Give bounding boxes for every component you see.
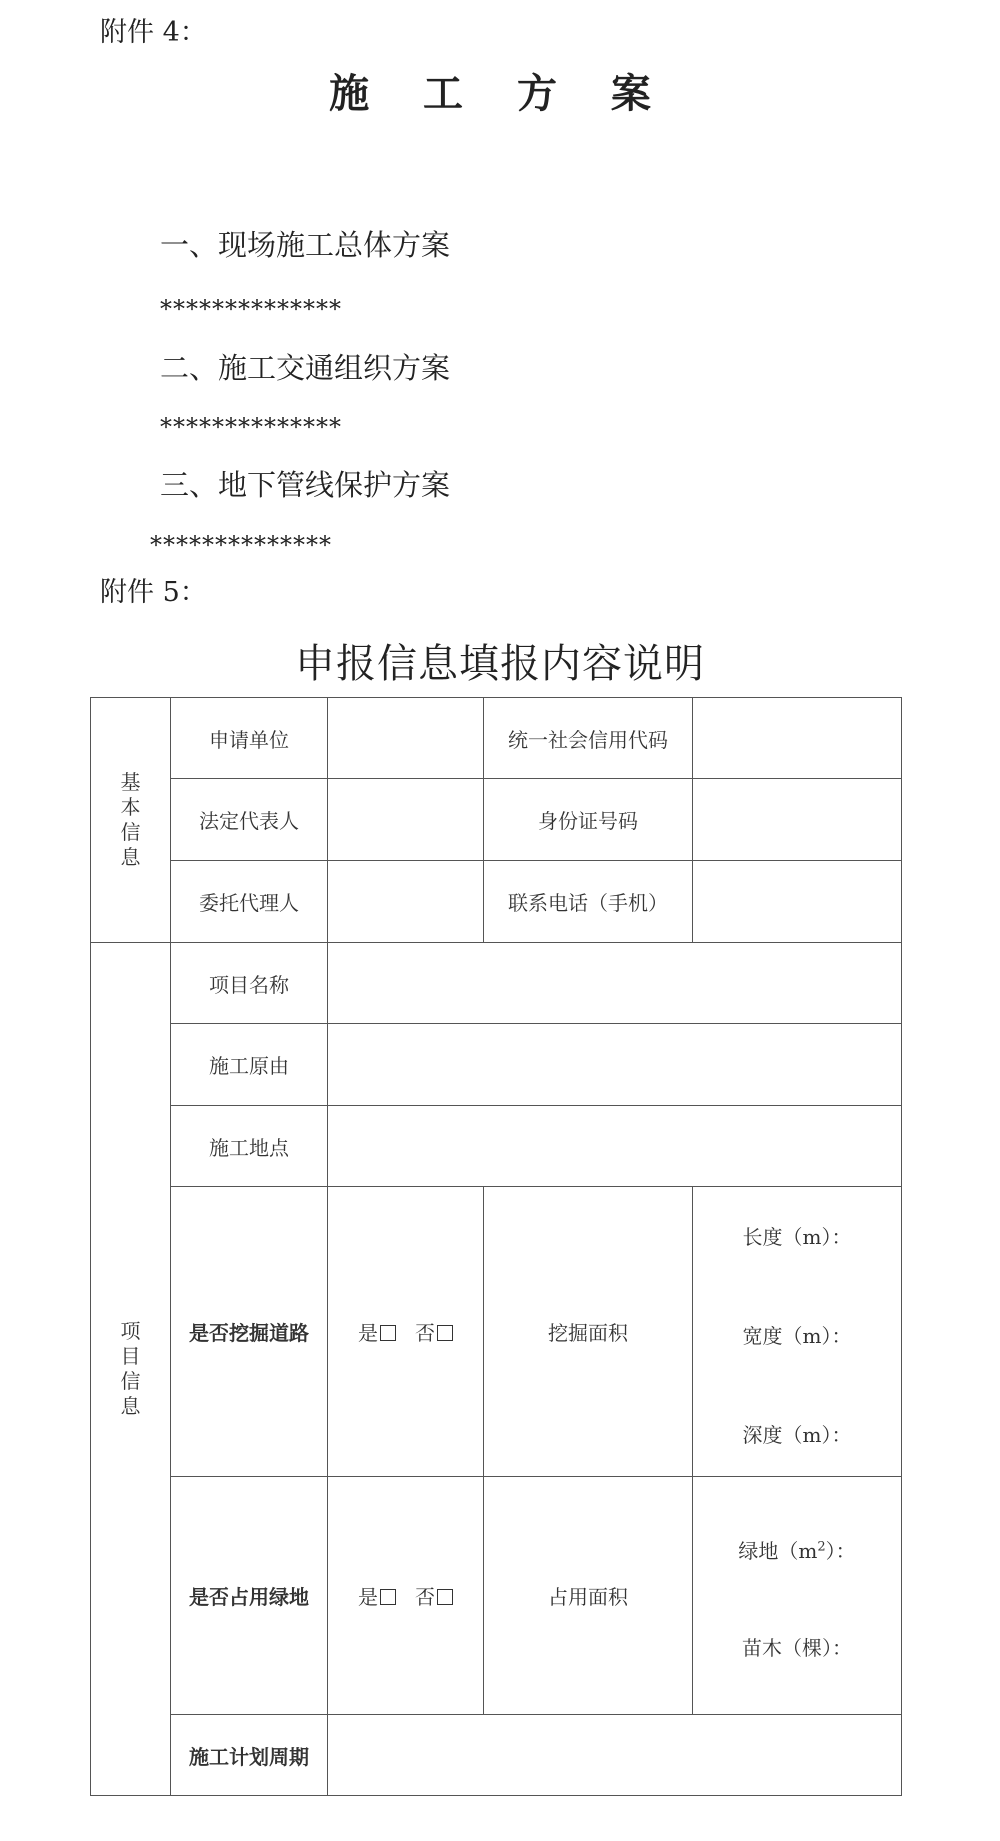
declaration-form <box>90 697 902 1796</box>
excavate-road-label: 是否挖掘道路 <box>171 1187 328 1477</box>
section-content: ************** <box>150 531 332 559</box>
excavate-yes-no <box>328 1187 484 1477</box>
green-yes-no <box>328 1477 484 1715</box>
yes-label: 是 <box>357 1321 378 1345</box>
occupy-green-label: 是否占用绿地 <box>171 1477 328 1715</box>
agent-value[interactable] <box>328 861 484 943</box>
location-label: 施工地点 <box>171 1106 328 1187</box>
credit-code-value[interactable] <box>693 698 902 779</box>
project-name-label: 项目名称 <box>171 943 328 1024</box>
width-label: 宽度（m）： <box>742 1324 852 1348</box>
section-content: ************** <box>160 295 342 323</box>
id-number-label: 身份证号码 <box>484 779 693 861</box>
no-checkbox[interactable] <box>437 1325 453 1341</box>
project-name-value[interactable] <box>328 943 902 1024</box>
applicant-value[interactable] <box>328 698 484 779</box>
attachment5-label: 附件 5： <box>100 577 207 608</box>
no-checkbox[interactable] <box>437 1589 453 1605</box>
section-heading: 三、地下管线保护方案 <box>160 468 451 502</box>
reason-value[interactable] <box>328 1024 902 1106</box>
section-content: ************** <box>160 413 342 441</box>
agent-label: 委托代理人 <box>171 861 328 943</box>
schedule-label: 施工计划周期 <box>171 1715 328 1796</box>
section-heading: 二、施工交通组织方案 <box>160 351 451 385</box>
excavate-area-label: 挖掘面积 <box>484 1187 693 1477</box>
reason-label: 施工原由 <box>171 1024 328 1106</box>
project-info-group-label: 项目信息 <box>91 943 171 1796</box>
legal-rep-value[interactable] <box>328 779 484 861</box>
legal-rep-label: 法定代表人 <box>171 779 328 861</box>
basic-info-group-label: 基本信息 <box>91 698 171 943</box>
occupy-area-label: 占用面积 <box>484 1477 693 1715</box>
yes-checkbox[interactable] <box>380 1589 396 1605</box>
form-title: 申报信息填报内容说明 <box>295 641 705 687</box>
location-value[interactable] <box>328 1106 902 1187</box>
excavate-dimensions[interactable] <box>693 1187 902 1477</box>
depth-label: 深度（m）： <box>742 1423 852 1447</box>
green-area-label: 绿地$(m^2)$： <box>738 1538 856 1563</box>
id-number-value[interactable] <box>693 779 902 861</box>
section-heading: 一、现场施工总体方案 <box>160 228 451 262</box>
attachment4-label: 附件 4： <box>100 17 207 48</box>
no-label: 否 <box>415 1585 436 1609</box>
length-label: 长度（m）： <box>742 1225 852 1249</box>
yes-checkbox[interactable] <box>380 1325 396 1341</box>
page-title: 施 工 方 案 <box>329 70 671 117</box>
yes-label: 是 <box>357 1585 378 1609</box>
phone-value[interactable] <box>693 861 902 943</box>
schedule-value[interactable] <box>328 1715 902 1796</box>
no-label: 否 <box>415 1321 436 1345</box>
seedlings-label: 苗木（棵）： <box>742 1635 852 1660</box>
applicant-label: 申请单位 <box>171 698 328 779</box>
credit-code-label: 统一社会信用代码 <box>484 698 693 779</box>
occupy-dimensions[interactable] <box>693 1477 902 1715</box>
phone-label: 联系电话（手机） <box>484 861 693 943</box>
